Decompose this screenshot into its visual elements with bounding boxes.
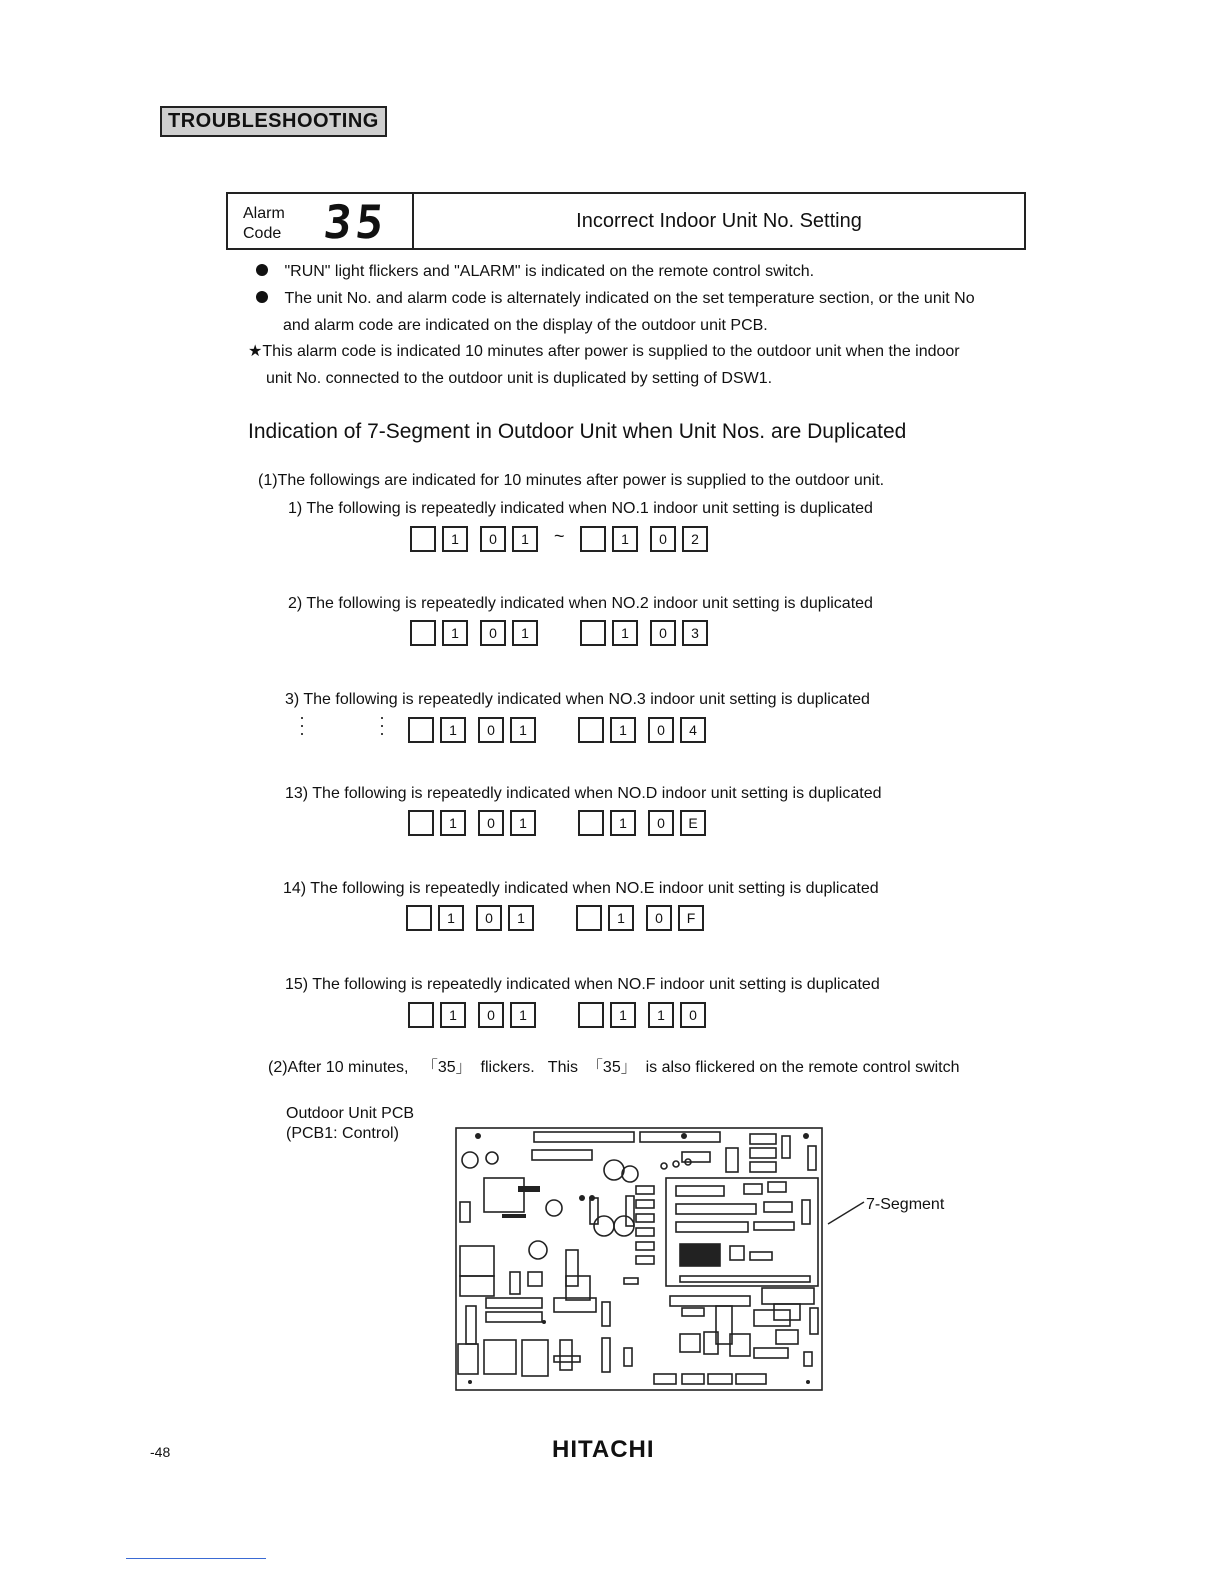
note-bullet-1: "RUN" light flickers and "ALARM" is indicated on the remote control switch. xyxy=(256,262,814,282)
segment-digit: 0 xyxy=(646,905,672,931)
intro-line: (1)The followings are indicated for 10 minutes after power is supplied to the outdoor unit. xyxy=(258,472,885,489)
segment-digit: 0 xyxy=(478,810,504,836)
segment-digit: 0 xyxy=(478,717,504,743)
segment-digit xyxy=(578,1002,604,1028)
footer-rule xyxy=(126,1558,266,1559)
segment-digit xyxy=(578,717,604,743)
segment-digit: 1 xyxy=(612,620,638,646)
segment-digit: 1 xyxy=(648,1002,674,1028)
segment-digit: 0 xyxy=(480,620,506,646)
item-1-text: 1) The following is repeatedly indicated when NO.1 indoor unit setting is duplicated xyxy=(288,500,873,517)
segment-digit: 0 xyxy=(480,526,506,552)
item-3-text: 3) The following is repeatedly indicated when NO.3 indoor unit setting is duplicated xyxy=(285,691,870,708)
segment-digit: 0 xyxy=(648,717,674,743)
alarm-label-line1: Alarm xyxy=(243,205,285,222)
sequence-separator: ~ xyxy=(554,526,565,546)
segment-digit: 2 xyxy=(682,526,708,552)
segment-digit: 1 xyxy=(510,717,536,743)
segment-digit: 3 xyxy=(682,620,708,646)
segment-digit: 1 xyxy=(508,905,534,931)
segment-digit: 0 xyxy=(650,620,676,646)
after-text: (2)After 10 minutes, 「35」 flickers. This 「35」 is also flickered on the remote control switch xyxy=(268,1059,960,1076)
continuation-dots xyxy=(381,717,385,741)
item-13-text: 13) The following is repeatedly indicated when NO.D indoor unit setting is duplicated xyxy=(285,785,882,802)
alarm-title: Incorrect Indoor Unit No. Setting xyxy=(576,209,862,232)
segment-digit xyxy=(410,526,436,552)
segment-digit: 1 xyxy=(512,526,538,552)
segment-digit: 1 xyxy=(442,620,468,646)
alarm-label xyxy=(243,204,285,244)
segment-digit xyxy=(410,620,436,646)
item-14-text: 14) The following is repeatedly indicated when NO.E indoor unit setting is duplicated xyxy=(283,880,879,897)
segment-digit: E xyxy=(680,810,706,836)
segment-digit: 0 xyxy=(476,905,502,931)
note-bullet-2-cont: and alarm code are indicated on the display of the outdoor unit PCB. xyxy=(283,317,768,334)
section-tag: TROUBLESHOOTING xyxy=(160,106,387,137)
item-15-text: 15) The following is repeatedly indicated when NO.F indoor unit setting is duplicated xyxy=(285,976,880,993)
segment-digit: 1 xyxy=(440,810,466,836)
bullet-icon xyxy=(256,291,268,303)
segment-digit: 1 xyxy=(510,1002,536,1028)
pcb-label: Outdoor Unit PCB (PCB1: Control) xyxy=(286,1105,415,1142)
bullet-icon xyxy=(256,264,268,276)
segment-digit xyxy=(580,526,606,552)
segment-digit: 4 xyxy=(680,717,706,743)
segment-digit xyxy=(408,717,434,743)
callout-leader-line xyxy=(826,1198,866,1228)
alarm-label-line2: Code xyxy=(243,225,282,242)
segment-digit: 1 xyxy=(510,810,536,836)
segment-digit xyxy=(408,810,434,836)
segment-digit: 1 xyxy=(612,526,638,552)
page-number: -48 xyxy=(150,1444,171,1460)
segment-digit: 1 xyxy=(438,905,464,931)
continuation-dots xyxy=(301,717,305,741)
section-heading: Indication of 7-Segment in Outdoor Unit when Unit Nos. are Duplicated xyxy=(248,420,907,443)
alarm-code-cell xyxy=(228,194,414,248)
segment-digit: 1 xyxy=(442,526,468,552)
segment-digit xyxy=(578,810,604,836)
segment-digit xyxy=(576,905,602,931)
note-star-line2: unit No. connected to the outdoor unit is duplicated by setting of DSW1. xyxy=(266,370,773,387)
brand-logo: HITACHI xyxy=(552,1436,655,1463)
segment-digit: 0 xyxy=(680,1002,706,1028)
segment-digit: 0 xyxy=(478,1002,504,1028)
segment-digit: 1 xyxy=(610,810,636,836)
segment-digit: 1 xyxy=(610,717,636,743)
segment-digit xyxy=(580,620,606,646)
segment-digit: 1 xyxy=(608,905,634,931)
item-2-text: 2) The following is repeatedly indicated when NO.2 indoor unit setting is duplicated xyxy=(288,595,873,612)
segment-digit: 1 xyxy=(440,1002,466,1028)
note-star-line1: ★This alarm code is indicated 10 minutes after power is supplied to the outdoor unit when the indoor xyxy=(248,343,960,360)
segment-digit xyxy=(406,905,432,931)
segment-digit: F xyxy=(678,905,704,931)
segment-digit: 0 xyxy=(648,810,674,836)
alarm-code-value: 35 xyxy=(321,195,391,249)
pcb-diagram xyxy=(454,1126,824,1392)
segment-digit: 0 xyxy=(650,526,676,552)
alarm-header-box xyxy=(226,192,1026,250)
segment-digit: 1 xyxy=(512,620,538,646)
note-bullet-2: The unit No. and alarm code is alternately indicated on the set temperature section, or the unit No xyxy=(256,289,975,309)
segment-digit: 1 xyxy=(440,717,466,743)
segment-digit: 1 xyxy=(610,1002,636,1028)
segment-digit xyxy=(408,1002,434,1028)
segment-callout: 7-Segment xyxy=(866,1196,945,1213)
